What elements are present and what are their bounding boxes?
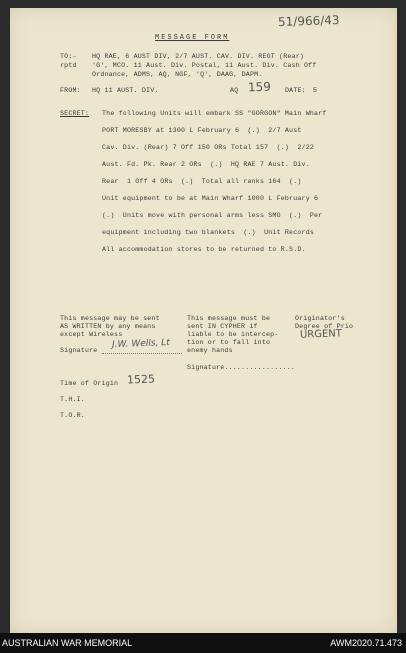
sending-condition: AS WRITTEN by any means: [60, 323, 156, 330]
rptd-label: rptd: [60, 62, 77, 69]
cypher-signature: Signature.................: [187, 364, 296, 371]
aq-label: AQ: [230, 87, 239, 94]
thi-label: T.H.I.: [60, 396, 85, 403]
tor-label: T.O.R.: [60, 412, 85, 419]
date-value: 5: [313, 87, 318, 94]
aq-number: 159: [247, 79, 272, 95]
reference-number: 51/966/43: [277, 12, 340, 30]
body-line: (.) Units move with personal arms less SMG (.) Per: [102, 212, 323, 219]
body-line: Rear 1 Off 4 ORs (.) Total all ranks 164 (.): [102, 178, 302, 185]
archive-id: AWM2020.71.473: [330, 638, 402, 648]
form-title: MESSAGE FORM: [155, 34, 230, 42]
rptd-line: 'G', MCO. 11 Aust. Div. Postal, 11 Aust. Div. Cash Off: [92, 62, 317, 69]
message-form-sheet: [10, 8, 397, 633]
body-line: Cav. Div. (Rear) 7 Off 150 ORs Total 157 (.) 2/22: [102, 144, 315, 151]
priority-label: Degree of Prio: [295, 323, 354, 330]
cypher-condition: tion or to fall into: [187, 339, 271, 346]
sending-condition: This message may be sent: [60, 315, 160, 322]
signature-label: Signature: [60, 347, 98, 354]
archive-name: AUSTRALIAN WAR MEMORIAL: [2, 638, 133, 648]
handwritten-signature: J.W. Wells, Lt: [111, 337, 170, 351]
rptd-line: Ordnance, ADMS, AQ, NGF, 'Q', DAAG, DAPM.: [92, 71, 263, 78]
archive-footer: [0, 633, 406, 653]
originator-label: Originator's: [295, 315, 345, 322]
to-label: TO:-: [60, 53, 77, 60]
body-line: Unit equipment to be at Main Wharf 1000 L February 6: [102, 195, 319, 202]
cypher-condition: enemy hands: [187, 347, 233, 354]
date-label: DATE:: [285, 87, 306, 94]
signature-line: [102, 353, 182, 354]
to-line: HQ RAE, 6 AUST DIV, 2/7 AUST. CAV. DIV. REGT (Rear): [92, 53, 305, 60]
from-value: HQ 11 AUST. DIV.: [92, 87, 159, 94]
cypher-condition: sent IN CYPHER if: [187, 323, 258, 330]
sending-condition: except Wireless: [60, 331, 123, 338]
body-line: PORT MORESBY at 1300 L February 6 (.) 2/7 Aust: [102, 127, 302, 134]
body-line: equipment including two blankets (.) Unit Records: [102, 229, 315, 236]
cypher-condition: liable to be intercep-: [187, 331, 279, 338]
time-of-origin-value: 1525: [126, 372, 156, 387]
priority-value: URGENT: [299, 328, 343, 341]
body-line: All accommodation stores to be returned to R.S.D.: [102, 246, 306, 253]
cypher-condition: This message must be: [187, 315, 271, 322]
secret-label: SECRET:: [60, 110, 90, 117]
time-of-origin-label: Time of Origin: [60, 380, 119, 387]
body-line: The following Units will embark SS "GORGON" Main Wharf: [102, 110, 327, 117]
body-line: Aust. Fd. Pk. Rear 2 ORs (.) HQ RAE 7 Aust. Div.: [102, 161, 310, 168]
from-label: FROM:: [60, 87, 81, 94]
